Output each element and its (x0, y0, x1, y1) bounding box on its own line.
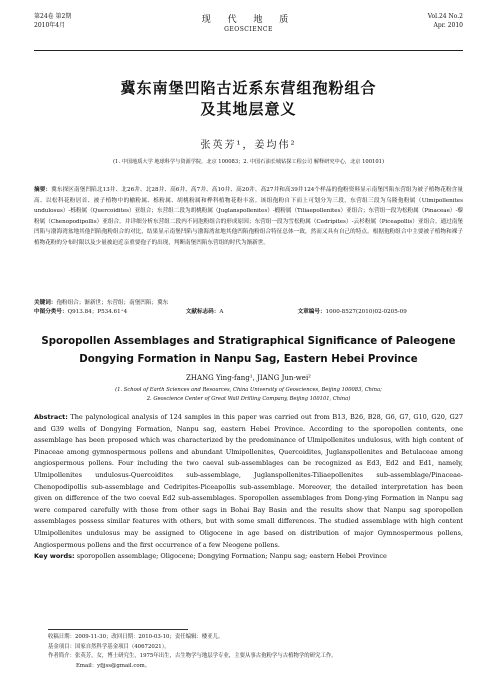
keywords-cn: 孢粉组合；渐新世；东营组；南堡凹陷；冀东 (56, 300, 169, 306)
affiliation-cn: (1. 中国地质大学 地球科学与资源学院，北京 100083；2. 中国石油长城钻探工程公司 解释研究中心，北京 100101) (113, 159, 384, 165)
title-en-line1: Sporopollen Assemblages and Stratigraphical Significance of Paleogene (41, 336, 456, 347)
meta-block (34, 299, 463, 317)
title-en (0, 333, 497, 369)
class-label: 中图分类号： (34, 309, 68, 315)
volume-en: Vol.24 No.2 (427, 13, 463, 20)
article-value: 1000-8527(2010)02-0205-09 (325, 309, 407, 315)
abstract-en-text: The palynological analysis of 124 samples in this paper was carried out from B13, B26, B28, G6, G7, G10, G20, G27 and G39 wells of Dongying Formation, Nanpu sag, eastern Hebei Province. According to the sporopollen contents, one assemblage has been proposed which was characterized by the predominance of Ulmipollenites undulosus, with high content of Pinaceae among gymnospermous pollens and abundant Ulmipollenites, Quercoidites, Juglanspollenites and Betulaceae among angiospermous pollens. Four including the two caeval sub-assemblages can be recognized as Ed3, Ed2 and Ed1, namely, Ulmipollenites undulosus-Quercoidites sub-assemblage, Juglanspollenites-Tiliaepollenites sub-assemblage/Pinaceae-Chenopodipollis sub-assemblage and Cedripites-Piceapollis sub-assemblage. Moreover, the detailed interpretation has been given on difference of the two coeval Ed2 sub-assemblages. Sporopollen assemblages from Dong-ying Formation in Nanpu sag were compared carefully with those from other sags in Bohai Bay Basin and the results show that Nanpu sag sporopollen assemblages possess similar features with others, but with some small differences. The studied assemblage with high content Ulmipollenites undulosus may be assigned to Oligocene in age based on distribution of major Gymnospermous pollens, Angiospermous pollens and the first occurrence of a few Neogene pollens. (34, 413, 463, 549)
keywords-cn-row (34, 299, 463, 308)
title-en-line2: Dongying Formation in Nanpu Sag, Eastern Hebei Province (79, 354, 418, 365)
footnote-fund: 基金项目：国家自然科学基金项目（40672021）。 (48, 643, 170, 650)
title-cn (0, 78, 497, 120)
keywords-cn-label: 关键词： (34, 300, 57, 306)
title-cn-line1: 冀东南堡凹陷古近系东营组孢粉组合 (120, 79, 377, 97)
affiliation-en-1: (1. School of Earth Sciences and Resources, China University of Geosciences, Beijing 100083, China; (115, 387, 382, 393)
class-value: Q913.84；P534.61⁺4 (67, 309, 128, 315)
article-label: 文章编号： (297, 309, 326, 315)
header-rule (34, 50, 463, 51)
volume-cn: 第24卷 第2期 (34, 13, 72, 20)
classification-row (34, 308, 463, 317)
authors-en: ZHANG Ying-fang¹, JIANG Jun-wei² (185, 374, 311, 382)
header-center (34, 12, 463, 33)
date-cn: 2010年4月 (34, 22, 66, 29)
footnote-received: 收稿日期：2009-11-30；改回日期：2010-03-10；责任编辑：楼亚儿。 (48, 634, 224, 640)
affiliation-en-2: 2. Geoscience Center of Great Wall Drilling Company, Beijing 100101, China) (146, 395, 351, 402)
title-cn-line2: 及其地层意义 (200, 100, 297, 118)
abstract-en-label: Abstract: (34, 413, 68, 421)
footnote-email: Email：yfjjss@gmail.com。 (76, 662, 151, 669)
abstract-cn-label: 摘要： (34, 187, 52, 193)
doc-label: 文献标志码： (185, 309, 220, 315)
footnote-rule (48, 629, 188, 630)
keywords-en-label: Key words: (34, 552, 75, 561)
doc-value: A (219, 309, 224, 315)
authors-cn: 张英芳¹，姜均伟² (200, 140, 297, 151)
journal-name-cn: 现 代 地 质 (201, 15, 296, 25)
date-en: Apr. 2010 (433, 22, 463, 29)
header-right (428, 12, 463, 30)
abstract-en (34, 412, 463, 563)
journal-name-en: GEOSCIENCE (224, 26, 273, 33)
affiliation-en (40, 386, 457, 403)
footnotes (48, 633, 463, 671)
footnote-author: 作者简介：张英芳，女，博士研究生，1975年出生，古生物学与地层学专业，主要从事古孢粉学与古植物学的研究工作。 (48, 653, 337, 659)
keywords-en-row (34, 551, 463, 563)
running-header (34, 12, 463, 50)
abstract-cn-text: 冀东探区南堡凹陷北13井、北26井、北28井、高6井、高7井、高10井、高20井、高27井和高39井124个样品的孢粉资料显示南堡凹陷东营组为被子植物花粉含量高、以松科花粉居首、被子植物中的榆粉属、栎粉属、胡桃粉属和桦科植物花粉丰富。该组孢粉自下而上可划分为三段，东营组三段为乌隆孢粉属（Ulmipollenites undulosus）-栎粉属（Quercoidites）亚组合；东营组二段为胡桃粉属（Juglanspollenites）-椴粉属（Tiliaepollenites）亚组合；东营组一段为松粉属（Pinaceae）-藜粉属（Chenopodipollis）亚组合。并详细分析东营组二段内不同泡粉组合的形成原因；东营组一段为雪松粉属（Cedripites）-云杉粉属（Piceapollis）亚组合。通过南堡凹陷与渤海湾盆地其他凹陷孢粉组合的对比，结果显示南堡凹陷与渤海湾盆地其他凹陷孢粉组合特征总体一致，然而又具有自己的特点。根据孢粉组合中主要被子植物和裸子植物花粉的分布时限以及少量被迫近亲重要孢子的出现，判断南堡凹陷东营组的时代为渐新世。 (34, 187, 464, 246)
abstract-cn (34, 185, 463, 249)
keywords-en: sporopollen assemblage; Oligocene; Dongying Formation; Nanpu sag; eastern Hebei Province (76, 552, 387, 561)
